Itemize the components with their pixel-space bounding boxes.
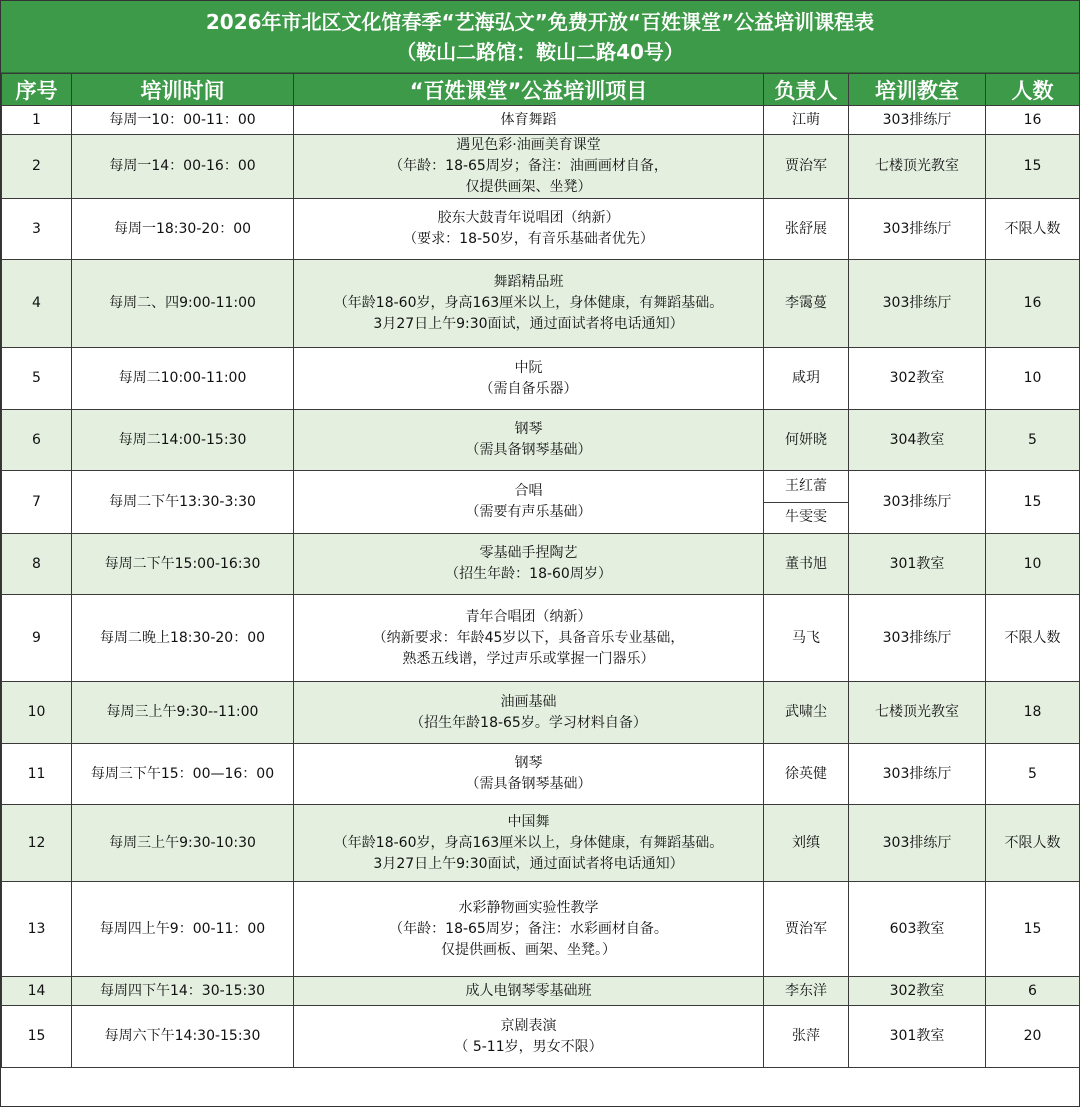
table-row [2,199,1080,260]
row-seq: 12 [2,805,72,882]
row-time: 每周二10:00-11:00 [72,348,294,410]
row-project [294,348,764,410]
row-room: 304教室 [849,410,986,471]
row-project [294,260,764,348]
row-lead: 武啸尘 [764,682,849,744]
row-seq: 9 [2,595,72,682]
row-project [294,410,764,471]
column-header-seq: 序号 [2,74,72,106]
row-project [294,106,764,135]
row-lead: 徐英健 [764,744,849,805]
row-time: 每周四上午9：00-11：00 [72,882,294,977]
row-project [294,805,764,882]
project-note: （需自备乐器） [479,380,578,397]
row-seq: 6 [2,410,72,471]
project-note: （年龄18-60岁，身高163厘米以上，身体健康，有舞蹈基础。 [333,295,724,311]
table-row [2,595,1080,682]
row-seq: 15 [2,1006,72,1068]
project-note: （年龄：18-65周岁；备注：油画画材自备， [389,158,668,174]
row-room: 303排练厅 [849,744,986,805]
row-lead: 马飞 [764,595,849,682]
row-time: 每周三上午9:30-10:30 [72,805,294,882]
page-title: 2026年市北区文化馆春季“艺海弘文”免费开放“百姓课堂”公益培训课程表 [205,9,875,34]
project-name: 胶东大鼓青年说唱团（纳新） [437,210,620,226]
column-header-count: 人数 [986,74,1080,106]
project-note: 仅提供画架、坐凳） [465,179,592,195]
row-count: 18 [986,682,1080,744]
row-time: 每周三下午15：00—16：00 [72,744,294,805]
project-note: （年龄：18-65周岁；备注：水彩画材自备。 [389,920,668,937]
column-header-lead: 负责人 [764,74,849,106]
row-room: 303排练厅 [849,805,986,882]
project-note: 仅提供画板、画架、坐凳。） [441,941,616,958]
table-row [2,882,1080,977]
table-row [2,744,1080,805]
column-header-time: 培训时间 [72,74,294,106]
project-name: 青年合唱团（纳新） [465,608,592,625]
project-note: （年龄18-60岁，身高163厘米以上，身体健康，有舞蹈基础。 [333,834,724,851]
project-name: 水彩静物画实验性教学 [458,899,599,916]
row-seq: 4 [2,260,72,348]
row-room: 603教室 [849,882,986,977]
row-seq: 14 [2,977,72,1006]
row-count: 15 [986,882,1080,977]
row-time: 每周二下午15:00-16:30 [72,534,294,595]
project-note: （需具备钢琴基础） [465,442,592,458]
row-count: 不限人数 [986,595,1080,682]
project-name: 钢琴 [514,755,543,771]
row-seq: 11 [2,744,72,805]
row-room: 303排练厅 [849,595,986,682]
table-row [2,977,1080,1006]
row-count: 5 [986,410,1080,471]
table-row [2,534,1080,595]
row-count: 15 [986,471,1080,534]
row-project [294,595,764,682]
table-row [2,471,1080,534]
row-seq: 10 [2,682,72,744]
row-time: 每周二、四9:00-11:00 [72,260,294,348]
project-name: 合唱 [514,483,543,499]
row-time: 每周三上午9:30--11:00 [72,682,294,744]
table-row [2,1006,1080,1068]
project-name: 成人电钢琴零基础班 [465,982,592,999]
project-name: 体育舞蹈 [500,111,557,128]
column-header-project: “百姓课堂”公益培训项目 [294,74,764,106]
project-note: 熟悉五线谱，学过声乐或掌握一门器乐） [402,650,655,667]
row-count: 不限人数 [986,199,1080,260]
row-time: 每周二晚上18:30-20：00 [72,595,294,682]
row-room: 303排练厅 [849,260,986,348]
row-lead: 张舒展 [764,199,849,260]
row-time: 每周六下午14:30-15:30 [72,1006,294,1068]
row-room: 303排练厅 [849,106,986,135]
table-row [2,260,1080,348]
row-seq: 2 [2,135,72,199]
row-time: 每周二14:00-15:30 [72,410,294,471]
row-seq: 13 [2,882,72,977]
project-name: 中国舞 [507,813,550,830]
project-note: 3月27日上午9:30面试，通过面试者将电话通知） [373,855,684,872]
row-count: 6 [986,977,1080,1006]
row-room: 302教室 [849,977,986,1006]
table-row [2,805,1080,882]
row-room: 303排练厅 [849,471,986,534]
row-lead [764,471,849,534]
table-body [2,106,1080,1068]
row-project [294,882,764,977]
row-lead: 贾治军 [764,882,849,977]
header-row [2,74,1080,106]
row-lead: 何妍晓 [764,410,849,471]
project-note: （需要有声乐基础） [465,504,592,520]
row-lead: 贾治军 [764,135,849,199]
row-project [294,682,764,744]
row-lead: 李霭蔓 [764,260,849,348]
course-table [1,73,1080,1068]
row-room: 七楼顶光教室 [849,135,986,199]
project-name: 中阮 [514,359,543,376]
project-name: 舞蹈精品班 [493,274,564,290]
row-lead: 刘缜 [764,805,849,882]
row-lead: 江萌 [764,106,849,135]
lead-name: 牛雯雯 [764,502,848,534]
project-note: （需具备钢琴基础） [465,776,592,792]
project-note: （招生年龄18-65岁。学习材料自备） [410,714,647,731]
row-count: 10 [986,348,1080,410]
row-seq: 8 [2,534,72,595]
column-header-room: 培训教室 [849,74,986,106]
row-room: 七楼顶光教室 [849,682,986,744]
row-project [294,534,764,595]
row-time: 每周一14：00-16：00 [72,135,294,199]
row-project [294,471,764,534]
row-count: 15 [986,135,1080,199]
project-name: 钢琴 [514,421,543,437]
project-name: 零基础手捏陶艺 [479,545,578,561]
row-time: 每周四下午14：30-15:30 [72,977,294,1006]
row-room: 302教室 [849,348,986,410]
row-project [294,135,764,199]
row-time: 每周一18:30-20：00 [72,199,294,260]
title-banner [1,1,1079,73]
row-time: 每周二下午13:30-3:30 [72,471,294,534]
row-count: 16 [986,260,1080,348]
project-note: （纳新要求：年龄45岁以下，具备音乐专业基础， [372,629,685,646]
table-row [2,410,1080,471]
row-count: 20 [986,1006,1080,1068]
lead-name: 王红蕾 [785,477,827,494]
table-row [2,135,1080,199]
row-lead: 李东洋 [764,977,849,1006]
project-name: 油画基础 [500,693,557,710]
row-room: 301教室 [849,534,986,595]
row-time: 每周一10：00-11：00 [72,106,294,135]
row-lead: 咸玥 [764,348,849,410]
project-note: （招生年龄：18-60周岁） [445,566,612,582]
table-row [2,348,1080,410]
row-project [294,1006,764,1068]
row-seq: 1 [2,106,72,135]
row-lead: 董书旭 [764,534,849,595]
row-count: 16 [986,106,1080,135]
project-note: （ 5-11岁，男女不限） [454,1038,603,1055]
row-count: 10 [986,534,1080,595]
row-project [294,199,764,260]
row-seq: 3 [2,199,72,260]
row-lead: 张萍 [764,1006,849,1068]
row-room: 301教室 [849,1006,986,1068]
table-row [2,106,1080,135]
row-count: 5 [986,744,1080,805]
row-project [294,977,764,1006]
row-project [294,744,764,805]
row-seq: 5 [2,348,72,410]
row-room: 303排练厅 [849,199,986,260]
row-count: 不限人数 [986,805,1080,882]
venue-address: （鞍山二路馆：鞍山二路40号） [396,39,684,64]
table-row [2,682,1080,744]
project-note: 3月27日上午9:30面试，通过面试者将电话通知） [373,316,684,332]
project-note: （要求：18-50岁，有音乐基础者优先） [403,231,654,247]
project-name: 京剧表演 [500,1017,557,1034]
project-name: 遇见色彩·油画美育课堂 [456,137,601,153]
row-seq: 7 [2,471,72,534]
